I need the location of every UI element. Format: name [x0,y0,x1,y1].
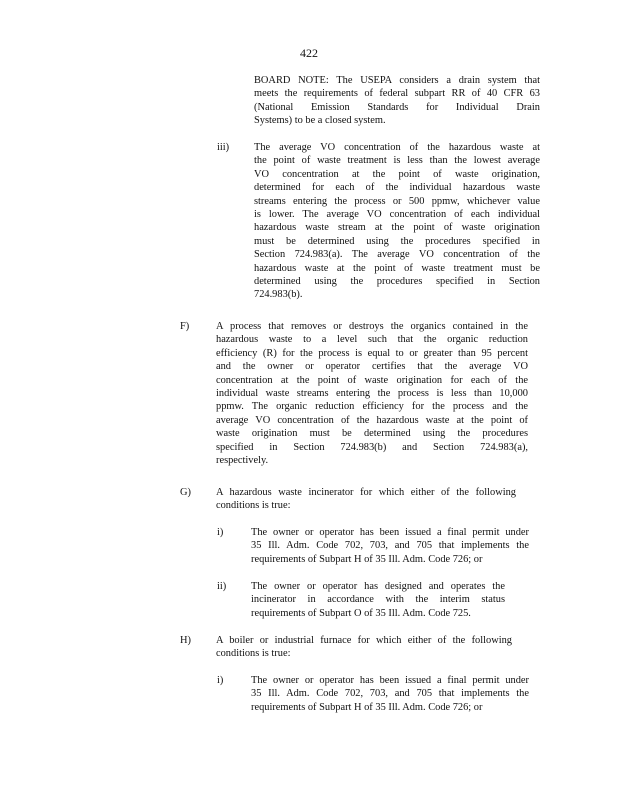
item-iii-line: is lower. The average VO concentration of each individual [254,209,540,221]
item-f-line: ppmw. The organic reduction efficiency for the process and the [216,401,528,413]
item-g-line: conditions is true: [216,500,291,512]
item-f-line: individual waste streams entering the process is less than 10,000 [216,388,528,400]
item-f-line: specified in Section 724.983(b) and Section 724.983(a), [216,441,528,453]
item-h-line: conditions is true: [216,648,291,660]
item-iii-line: must be determined using the procedures specified in [254,235,540,247]
item-g-marker: G) [180,487,191,498]
item-g-i-line: The owner or operator has been issued a final permit under [251,527,529,538]
item-h-line: A boiler or industrial furnace for which either of the following [216,635,512,646]
item-g-ii-marker: ii) [217,581,227,592]
item-g-i-marker: i) [217,527,224,538]
item-g-line: A hazardous waste incinerator for which either of the following [216,487,516,498]
item-iii-line: VO concentration at the point of waste origination, [254,168,540,180]
item-h-i-line: The owner or operator has been issued a final permit under [251,675,529,686]
item-g-i-line: 35 Ill. Adm. Code 702, 703, and 705 that implements the [251,540,529,552]
item-h-text [216,634,512,661]
item-iii-line: determined for each of the individual hazardous waste [254,182,540,194]
board-note-line: Systems) to be a closed system. [254,115,386,127]
item-iii-line: hazardous waste stream at the point of waste origination [254,222,540,234]
board-note-line: meets the requirements of federal subpart RR of 40 CFR 63 [254,88,540,100]
item-g-i-line: requirements of Subpart H of 35 Ill. Adm. Code 726; or [251,553,483,565]
item-iii-marker: iii) [217,142,230,153]
item-h-i-line: requirements of Subpart H of 35 Ill. Adm. Code 726; or [251,701,483,713]
item-f-line: hazardous waste to a level such that the organic reduction [216,334,528,346]
item-g-ii-line: The owner or operator has designed and operates the [251,581,505,592]
page-number: 422 [300,46,318,60]
item-f-line: and the owner or operator certifies that the average VO [216,361,528,373]
item-g-i-text [251,526,529,566]
item-g-ii-text [251,580,505,620]
item-f-line: waste origination must be determined using the procedures [216,428,528,440]
item-f-line: efficiency (R) for the process is equal to or greater than 95 percent [216,347,528,359]
board-note-line: (National Emission Standards for Individual Drain [254,101,540,113]
item-g-ii-line: requirements of Subpart O of 35 Ill. Adm. Code 725. [251,607,471,619]
item-h-i-text [251,674,529,714]
item-iii-line: The average VO concentration of the hazardous waste at [254,142,540,153]
item-f-text [216,320,528,467]
item-f-line: respectively. [216,455,269,467]
item-f-line: concentration at the point of waste origination for each of the [216,374,528,386]
item-g-ii-line: incinerator in accordance with the interim status [251,594,505,606]
item-g-text [216,486,516,513]
item-iii-line: determined using the procedures specified in Section [254,276,540,288]
item-iii-line: 724.983(b). [254,289,303,301]
item-f-line: A process that removes or destroys the organics contained in the [216,321,528,332]
item-h-i-line: 35 Ill. Adm. Code 702, 703, and 705 that implements the [251,688,529,700]
item-iii-text [254,141,540,302]
board-note [254,74,540,128]
item-iii-line: Section 724.983(a). The average VO concentration of the [254,249,540,261]
item-h-marker: H) [180,635,191,646]
item-f-marker: F) [180,321,190,332]
item-iii-line: hazardous waste at the point of waste treatment must be [254,262,540,274]
item-iii-line: streams entering the process or 500 ppmw, whichever value [254,195,540,207]
item-f-line: average VO concentration of the hazardous waste at the point of [216,414,528,426]
item-iii-line: the point of waste treatment is less than the lowest average [254,155,540,167]
board-note-line: BOARD NOTE: The USEPA considers a drain system that [254,75,540,86]
item-h-i-marker: i) [217,675,224,686]
